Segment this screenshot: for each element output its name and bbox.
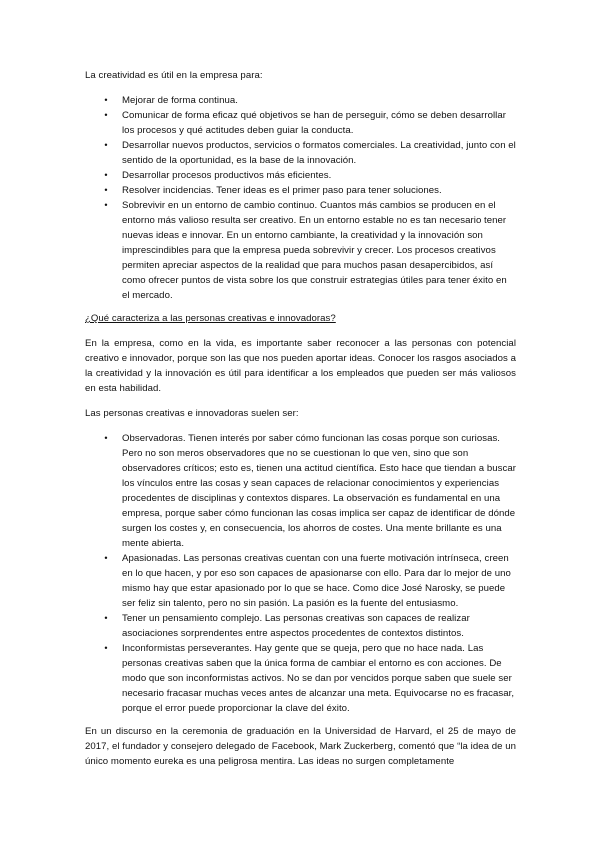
bullet-icon: • [104,643,108,653]
uses-list [85,93,516,303]
list-item-text: Sobrevivir en un entorno de cambio continuo. Cuantos más cambios se producen en el entorno más valioso resulta ser creativo. En un entorno estable no es tan necesario tener nuevas ideas e innovar. En un entorno cambiante, la creatividad y la innovación son imprescindibles para que la empresa pueda sobrevivir y crecer. Los procesos creativos permiten apreciar aspectos de la realidad que para muchos pasan desapercibidos, así como ofrecer puntos de vista sobre los que construir estrategias útiles para tener éxito en el mercado. [122,200,507,301]
list-item [104,138,516,168]
bullet-icon: • [104,170,108,180]
bullet-icon: • [104,433,108,443]
bullet-icon: • [104,140,108,150]
list-item [104,431,516,551]
traits-list [85,431,516,716]
list-item-text: Inconformistas perseverantes. Hay gente que se queja, pero que no hace nada. Las personas creativas saben que la única forma de cambiar el entorno es con acciones. De modo que son inconformistas activos. No se dan por vencidos porque saben que suele ser necesario fracasar muchas veces antes de alcanzar una meta. Equivocarse no es fracasar, porque el error puede proporcionar la clave del éxito. [122,643,515,714]
list-item [104,93,516,108]
list-item-text: Resolver incidencias. Tener ideas es el primer paso para tener soluciones. [122,185,442,196]
bullet-icon: • [104,553,108,563]
list-item-text: Apasionadas. Las personas creativas cuentan con una fuerte motivación intrínseca, creen en lo que hacen, y por eso son capaces de apasionarse con ello. Para dar lo mejor de uno mismo hay que estar apasionado por lo que se hace. Como dice José Narosky, se puede ser feliz sin talento, pero no sin pasión. La pasión es la fuente del entusiasmo. [122,553,511,609]
list-item-text: Mejorar de forma continua. [122,95,238,106]
intro-text: La creatividad es útil en la empresa para: [85,70,263,81]
bullet-icon: • [104,185,108,195]
list-item-text: Tener un pensamiento complejo. Las personas creativas son capaces de realizar asociaciones sorprendentes entre aspectos procedentes de contextos distintos. [122,613,470,639]
list-item-text: Observadoras. Tienen interés por saber cómo funcionan las cosas porque son curiosas. Pero no son meros observadores que no se cuestionan lo que ven, sino que son observadores críticos; esto es, tienen una actitud científica. Esto hace que tiendan a buscar los vínculos entre las cosas y sean capaces de relacionar conocimientos y experiencias procedentes de disciplinas y contextos dispares. La observación es fundamental en una empresa, porque saber cómo funcionan las cosas implica ser capaz de identificar de dónde surgen los costes y, en consecuencia, los ahorros de costes. Una mente brillante es una mente abierta. [122,433,516,549]
bullet-icon: • [104,110,108,120]
paragraph: En la empresa, como en la vida, es importante saber reconocer a las personas con potencial creativo e innovador, porque son las que nos pueden aportar ideas. Conocer los rasgos asociados a la creatividad y la innovación es útil para identificar a los empleados que pueden ser más valiosos en esta habilidad. [85,338,516,394]
list-item-text: Comunicar de forma eficaz qué objetivos se han de perseguir, cómo se deben desarrollar los procesos y qué actitudes deben guiar la conducta. [122,110,506,136]
list-item [104,641,516,716]
list-item [104,108,516,138]
list-item [104,168,516,183]
list-item-text: Desarrollar procesos productivos más eficientes. [122,170,332,181]
bullet-icon: • [104,95,108,105]
list-item [104,183,516,198]
list-item-text: Desarrollar nuevos productos, servicios o formatos comerciales. La creatividad, junto con el sentido de la oportunidad, es la base de la innovación. [122,140,516,166]
document-body [85,68,516,779]
section-heading: ¿Qué caracteriza a las personas creativas e innovadoras? [85,313,336,324]
paragraph: Las personas creativas e innovadoras suelen ser: [85,408,299,419]
paragraph: En un discurso en la ceremonia de graduación en la Universidad de Harvard, el 25 de mayo de 2017, el fundador y consejero delegado de Facebook, Mark Zuckerberg, comentó que “la idea de un único momento eureka es una peligrosa mentira. Las ideas no surgen completamente [85,726,516,767]
bullet-icon: • [104,613,108,623]
list-item [104,551,516,611]
list-item [104,611,516,641]
bullet-icon: • [104,200,108,210]
list-item [104,198,516,303]
